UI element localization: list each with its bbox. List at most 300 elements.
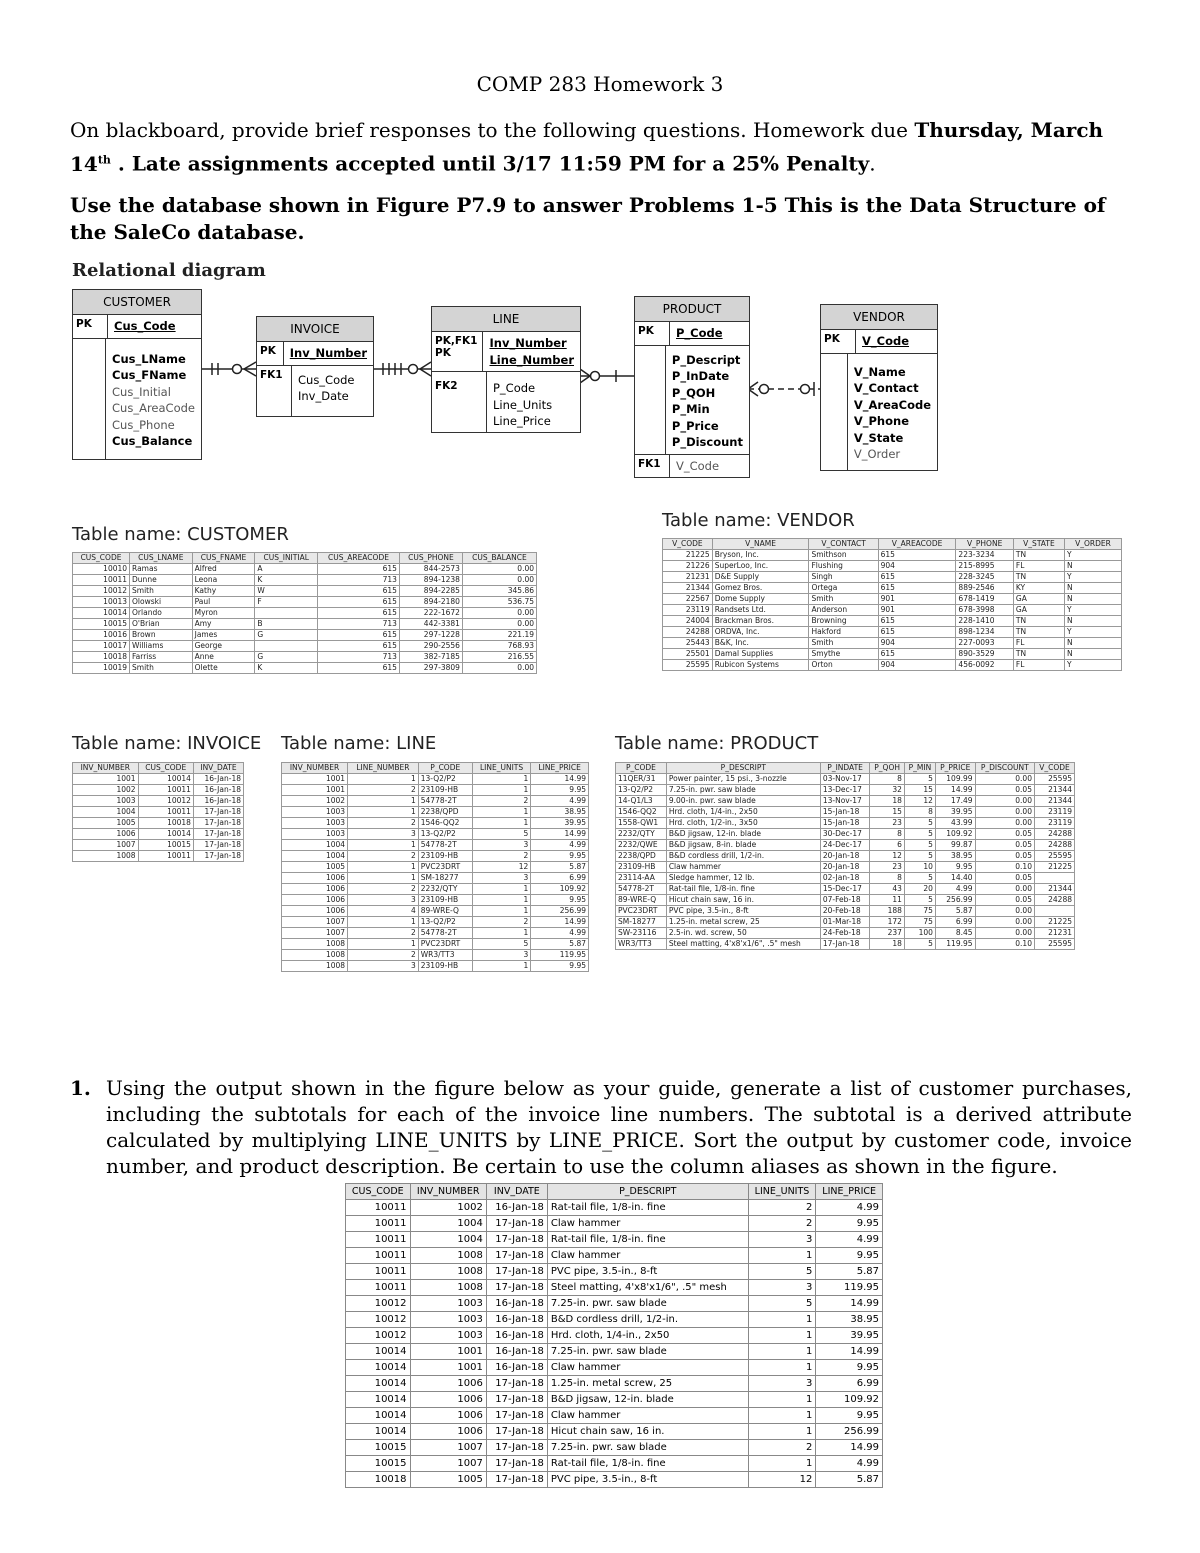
table-cell: TN [1013,550,1064,561]
table-cell: 38.95 [935,851,975,862]
table-cell: 109.92 [531,884,589,895]
table-cell: Hicut chain saw, 16 in. [547,1424,748,1440]
table-cell: 10015 [73,619,130,630]
table-row [73,840,244,851]
table-cell: 1007 [410,1456,486,1472]
table-cell: 0.00 [975,818,1034,829]
table-cell: 99.87 [935,840,975,851]
table-cell: 10012 [346,1312,411,1328]
table-cell: 25595 [663,660,713,671]
table-cell: GA [1013,594,1064,605]
table-cell: 1001 [410,1360,486,1376]
table-cell: 10015 [138,840,193,851]
due-date: Thursday, March 14th [70,118,1104,176]
due-date-sup: th [97,153,111,166]
table-cell: 10 [904,862,935,873]
table-cell: 1546-QQ2 [418,818,472,829]
customer-table-label: Table name: CUSTOMER [72,524,289,545]
table-cell: 5.87 [935,906,975,917]
table-cell: 1006 [410,1376,486,1392]
table-cell: 2238/QPD [418,807,472,818]
table-cell: 0.05 [975,895,1034,906]
table-cell: 1002 [73,785,139,796]
table-cell: 615 [317,641,399,652]
table-row [73,796,244,807]
table-row [616,928,1075,939]
table-cell: 0.00 [462,608,536,619]
table-cell: 3 [472,950,531,961]
table-cell: 3 [348,895,419,906]
table-cell: 3 [748,1376,816,1392]
table-cell: 2 [348,818,419,829]
table-cell: 17-Jan-18 [486,1248,547,1264]
table-cell: 17-Jan-18 [486,1440,547,1456]
table-cell: 256.99 [935,895,975,906]
fk-marker: FK2 [432,372,487,432]
table-cell: 615 [317,586,399,597]
attr: Line_Units [493,397,553,412]
table-cell: 615 [878,572,956,583]
table-cell: 23 [870,818,905,829]
table-cell: 17-Jan-18 [486,1216,547,1232]
table-cell: 21344 [1034,785,1074,796]
attr: P_Min [671,402,710,416]
table-row [282,884,589,895]
table-cell: 109.92 [935,829,975,840]
vendor-table [662,538,1122,671]
table-cell: Randsets Ltd. [712,605,809,616]
table-cell: 10015 [346,1456,411,1472]
attr: V_Phone [853,414,909,428]
table-cell: Olowski [130,597,193,608]
attr: Line_Price [493,414,551,428]
table-cell: 17-Jan-18 [486,1424,547,1440]
table-cell: 14.99 [531,829,589,840]
table-cell: Y [1064,627,1121,638]
question1-output-table [345,1183,883,1488]
table-cell: 23114-AA [616,873,667,884]
table-cell: 10012 [73,586,130,597]
table-cell: George [192,641,255,652]
table-cell: K [255,575,318,586]
table-cell: 18 [870,939,905,950]
table-row [663,616,1122,627]
table-cell: 1007 [73,840,139,851]
table-cell: 109.99 [935,774,975,785]
table-cell: 172 [870,917,905,928]
erd-invoice-entity [256,316,374,417]
table-row [663,660,1122,671]
table-cell: 1005 [73,818,139,829]
table-cell: Power painter, 15 psi., 3-nozzle [666,774,820,785]
table-cell: 6 [870,840,905,851]
table-cell [1034,873,1074,884]
fk-marker: FK1 [257,366,292,416]
table-cell [255,608,318,619]
table-cell: 0.05 [975,851,1034,862]
table-cell: 615 [878,616,956,627]
table-cell: 844-2573 [399,564,462,575]
table-cell: 6.99 [935,917,975,928]
table-cell: 2 [348,928,419,939]
line-table-label: Table name: LINE [281,733,437,754]
pk-marker: PK [635,322,670,345]
table-cell: 10014 [346,1408,411,1424]
question-1 [70,1075,1132,1179]
table-cell: 17-Jan-18 [193,818,243,829]
table-cell: Ramas [130,564,193,575]
table-cell: 7.25-in. pwr. saw blade [666,785,820,796]
table-cell: 07-Feb-18 [820,895,870,906]
table-cell: 2238/QPD [616,851,667,862]
table-row [346,1360,883,1376]
table-cell: 5 [904,939,935,950]
table-cell: 54778-2T [616,884,667,895]
table-row [663,638,1122,649]
table-cell: 6.99 [531,873,589,884]
pk-marker: PK [257,342,284,365]
table-row [616,906,1075,917]
table-row [616,851,1075,862]
table-cell: 713 [317,575,399,586]
table-row [282,961,589,972]
table-cell: 10014 [73,608,130,619]
table-cell: 1 [748,1456,816,1472]
pk-attribute: Inv_Number [489,336,567,350]
column-header: CUS_FNAME [192,553,255,564]
table-cell: 119.95 [816,1280,883,1296]
table-cell: 1 [348,796,419,807]
table-cell: 39.95 [935,807,975,818]
table-cell: 21344 [1034,796,1074,807]
table-cell: Smith [809,594,878,605]
table-row [73,575,537,586]
table-cell: 10011 [346,1248,411,1264]
table-cell: 1008 [282,961,348,972]
pk-marker: PK [821,330,856,353]
table-cell: Hakford [809,627,878,638]
attr: V_AreaCode [853,397,931,412]
attr: V_State [853,430,904,445]
table-cell: 1 [472,928,531,939]
table-cell: 1 [472,807,531,818]
table-cell: Williams [130,641,193,652]
table-cell: 2232/QTY [418,884,472,895]
table-cell: 12 [870,851,905,862]
table-row [282,774,589,785]
table-row [616,807,1075,818]
table-cell: 10018 [138,818,193,829]
table-row [73,586,537,597]
table-cell: 13-Q2/P2 [418,829,472,840]
table-cell: FL [1013,660,1064,671]
table-cell: 615 [317,564,399,575]
table-row [282,906,589,917]
table-row [346,1344,883,1360]
table-cell: 10014 [138,829,193,840]
table-cell: 9.95 [531,895,589,906]
table-cell: 21344 [1034,884,1074,895]
table-row [663,649,1122,660]
table-row [346,1456,883,1472]
table-cell: 54778-2T [418,928,472,939]
column-header: INV_DATE [193,763,243,774]
table-cell: 7.25-in. pwr. saw blade [547,1296,748,1312]
table-row [346,1376,883,1392]
table-cell: Browning [809,616,878,627]
table-header-row [73,553,537,564]
table-cell: FL [1013,561,1064,572]
table-cell: 10011 [138,785,193,796]
table-cell: 256.99 [816,1424,883,1440]
table-cell: 536.75 [462,597,536,608]
table-row [282,840,589,851]
table-cell: 1 [472,785,531,796]
table-cell: 14.99 [531,774,589,785]
table-cell: TN [1013,649,1064,660]
table-cell: 1006 [410,1424,486,1440]
attr: V_Contact [853,381,919,395]
table-cell: Rat-tail file, 1/8-in. fine [666,884,820,895]
table-cell: 23 [870,862,905,873]
table-cell: 23119 [1034,818,1074,829]
table-header-row [616,763,1075,774]
table-cell: 1 [348,939,419,950]
table-cell: GA [1013,605,1064,616]
table-cell: 5 [904,840,935,851]
table-row [346,1328,883,1344]
table-cell: 9.95 [816,1216,883,1232]
table-cell: 1 [348,873,419,884]
table-cell: 39.95 [816,1328,883,1344]
table-cell: Hicut chain saw, 16 in. [666,895,820,906]
table-row [616,884,1075,895]
table-cell: 10012 [346,1296,411,1312]
table-cell: 215-8995 [956,561,1013,572]
table-cell: 904 [878,638,956,649]
table-cell: 2 [472,796,531,807]
table-cell: 1004 [282,851,348,862]
table-cell: Claw hammer [547,1248,748,1264]
table-cell: 1007 [282,917,348,928]
table-cell: Rat-tail file, 1/8-in. fine [547,1456,748,1472]
attr: Cus_AreaCode [112,401,195,415]
table-cell: N [1064,583,1121,594]
table-cell: W [255,586,318,597]
table-cell: 24288 [1034,895,1074,906]
table-cell: PVC pipe, 3.5-in., 8-ft [547,1264,748,1280]
table-row [282,807,589,818]
table-cell: 24-Dec-17 [820,840,870,851]
table-cell: TN [1013,627,1064,638]
table-cell: 14.99 [816,1344,883,1360]
table-cell: Smith [130,663,193,674]
table-cell: 25595 [1034,851,1074,862]
table-cell: 256.99 [531,906,589,917]
invoice-table [72,762,244,862]
table-row [73,774,244,785]
table-cell: Claw hammer [666,862,820,873]
table-cell: 75 [904,917,935,928]
table-cell: 0.00 [975,807,1034,818]
table-cell: 10014 [346,1344,411,1360]
table-cell: 615 [317,608,399,619]
table-cell: 5.87 [531,862,589,873]
table-cell: N [1064,649,1121,660]
table-cell: 1 [748,1344,816,1360]
table-cell: Kathy [192,586,255,597]
table-cell: Claw hammer [547,1408,748,1424]
table-cell: 5 [904,851,935,862]
table-cell: Orlando [130,608,193,619]
table-cell: 10011 [73,575,130,586]
table-cell: 894-2285 [399,586,462,597]
table-cell: 615 [317,663,399,674]
table-cell: 1003 [410,1296,486,1312]
table-cell: 2 [472,851,531,862]
table-cell: Gomez Bros. [712,583,809,594]
table-cell: F [255,597,318,608]
table-cell: Damal Supplies [712,649,809,660]
column-header: V_CODE [1034,763,1074,774]
table-cell: 10014 [346,1360,411,1376]
table-cell: Bryson, Inc. [712,550,809,561]
table-cell: 16-Jan-18 [193,796,243,807]
table-cell: 615 [878,550,956,561]
column-header: LINE_PRICE [816,1184,883,1200]
table-row [73,829,244,840]
table-cell: 17.49 [935,796,975,807]
column-header: P_DISCOUNT [975,763,1034,774]
table-cell: 16-Jan-18 [486,1360,547,1376]
table-cell: 38.95 [531,807,589,818]
table-cell: 894-2180 [399,597,462,608]
table-cell: 442-3381 [399,619,462,630]
table-cell: SW-23116 [616,928,667,939]
attr: P_InDate [671,369,730,383]
table-cell: 1 [472,774,531,785]
table-row [616,917,1075,928]
table-cell: 25501 [663,649,713,660]
table-cell: 21226 [663,561,713,572]
table-cell: D&E Supply [712,572,809,583]
column-header: CUS_PHONE [399,553,462,564]
entity-name: CUSTOMER [73,290,201,315]
table-cell: 10011 [346,1216,411,1232]
table-cell: 9.95 [816,1248,883,1264]
table-cell: 10011 [138,851,193,862]
fk-attribute: V_Code [676,458,720,473]
table-cell: Y [1064,572,1121,583]
table-cell: 1 [348,807,419,818]
table-cell: 1 [748,1424,816,1440]
table-cell: 8 [904,807,935,818]
table-cell: 221.19 [462,630,536,641]
column-header: V_NAME [712,539,809,550]
table-cell: Claw hammer [547,1360,748,1376]
table-cell: 10012 [346,1328,411,1344]
table-cell: Steel matting, 4'x8'x1/6", .5" mesh [666,939,820,950]
table-cell: 13-Q2/P2 [418,917,472,928]
table-cell: KY [1013,583,1064,594]
column-header: P_CODE [616,763,667,774]
table-row [616,796,1075,807]
table-cell: 17-Jan-18 [486,1456,547,1472]
table-cell: 9.00-in. pwr. saw blade [666,796,820,807]
table-cell: Rat-tail file, 1/8-in. fine [547,1232,748,1248]
table-cell: 1 [472,884,531,895]
table-cell: 9.95 [935,862,975,873]
table-cell: 0.05 [975,840,1034,851]
table-cell: Y [1064,660,1121,671]
table-cell: 615 [317,597,399,608]
table-cell: 713 [317,652,399,663]
table-cell: O'Brian [130,619,193,630]
table-cell: 0.00 [462,663,536,674]
table-row [73,641,537,652]
table-cell: 10011 [346,1200,411,1216]
table-cell: 1 [748,1360,816,1376]
table-cell: 1003 [282,807,348,818]
table-cell: 5.87 [531,939,589,950]
table-cell: 0.05 [975,785,1034,796]
table-row [73,597,537,608]
table-cell: 1001 [282,774,348,785]
table-cell: 01-Mar-18 [820,917,870,928]
table-cell: 904 [878,660,956,671]
table-cell: 14.99 [531,917,589,928]
table-cell: 0.05 [975,829,1034,840]
table-cell: 8 [870,829,905,840]
table-cell: Steel matting, 4'x8'x1/6", .5" mesh [547,1280,748,1296]
table-cell: 894-1238 [399,575,462,586]
table-cell: 9.95 [816,1360,883,1376]
table-cell: 43.99 [935,818,975,829]
fk-marker: FK1 [635,455,670,478]
table-cell [255,641,318,652]
table-cell: 1001 [410,1344,486,1360]
table-row [73,564,537,575]
table-cell: 25443 [663,638,713,649]
table-row [663,627,1122,638]
table-row [663,605,1122,616]
table-cell: 1 [748,1248,816,1264]
table-cell: 1 [348,862,419,873]
page-title: COMP 283 Homework 3 [476,72,724,96]
entity-name: VENDOR [821,305,937,330]
column-header: INV_NUMBER [282,763,348,774]
table-row [282,939,589,950]
table-cell: 290-2556 [399,641,462,652]
product-table [615,762,1075,950]
table-row [616,818,1075,829]
table-row [282,917,589,928]
table-cell: 3 [748,1232,816,1248]
table-row [346,1264,883,1280]
table-cell: 17-Jan-18 [486,1264,547,1280]
column-header: P_PRICE [935,763,975,774]
table-cell: 10014 [346,1424,411,1440]
table-cell: 9.95 [531,961,589,972]
table-row [282,796,589,807]
table-row [346,1280,883,1296]
entity-name: LINE [432,307,580,332]
table-cell: PVC23DRT [616,906,667,917]
table-cell: 10016 [73,630,130,641]
table-cell: 54778-2T [418,840,472,851]
table-cell: 13-Dec-17 [820,785,870,796]
table-cell: Anderson [809,605,878,616]
